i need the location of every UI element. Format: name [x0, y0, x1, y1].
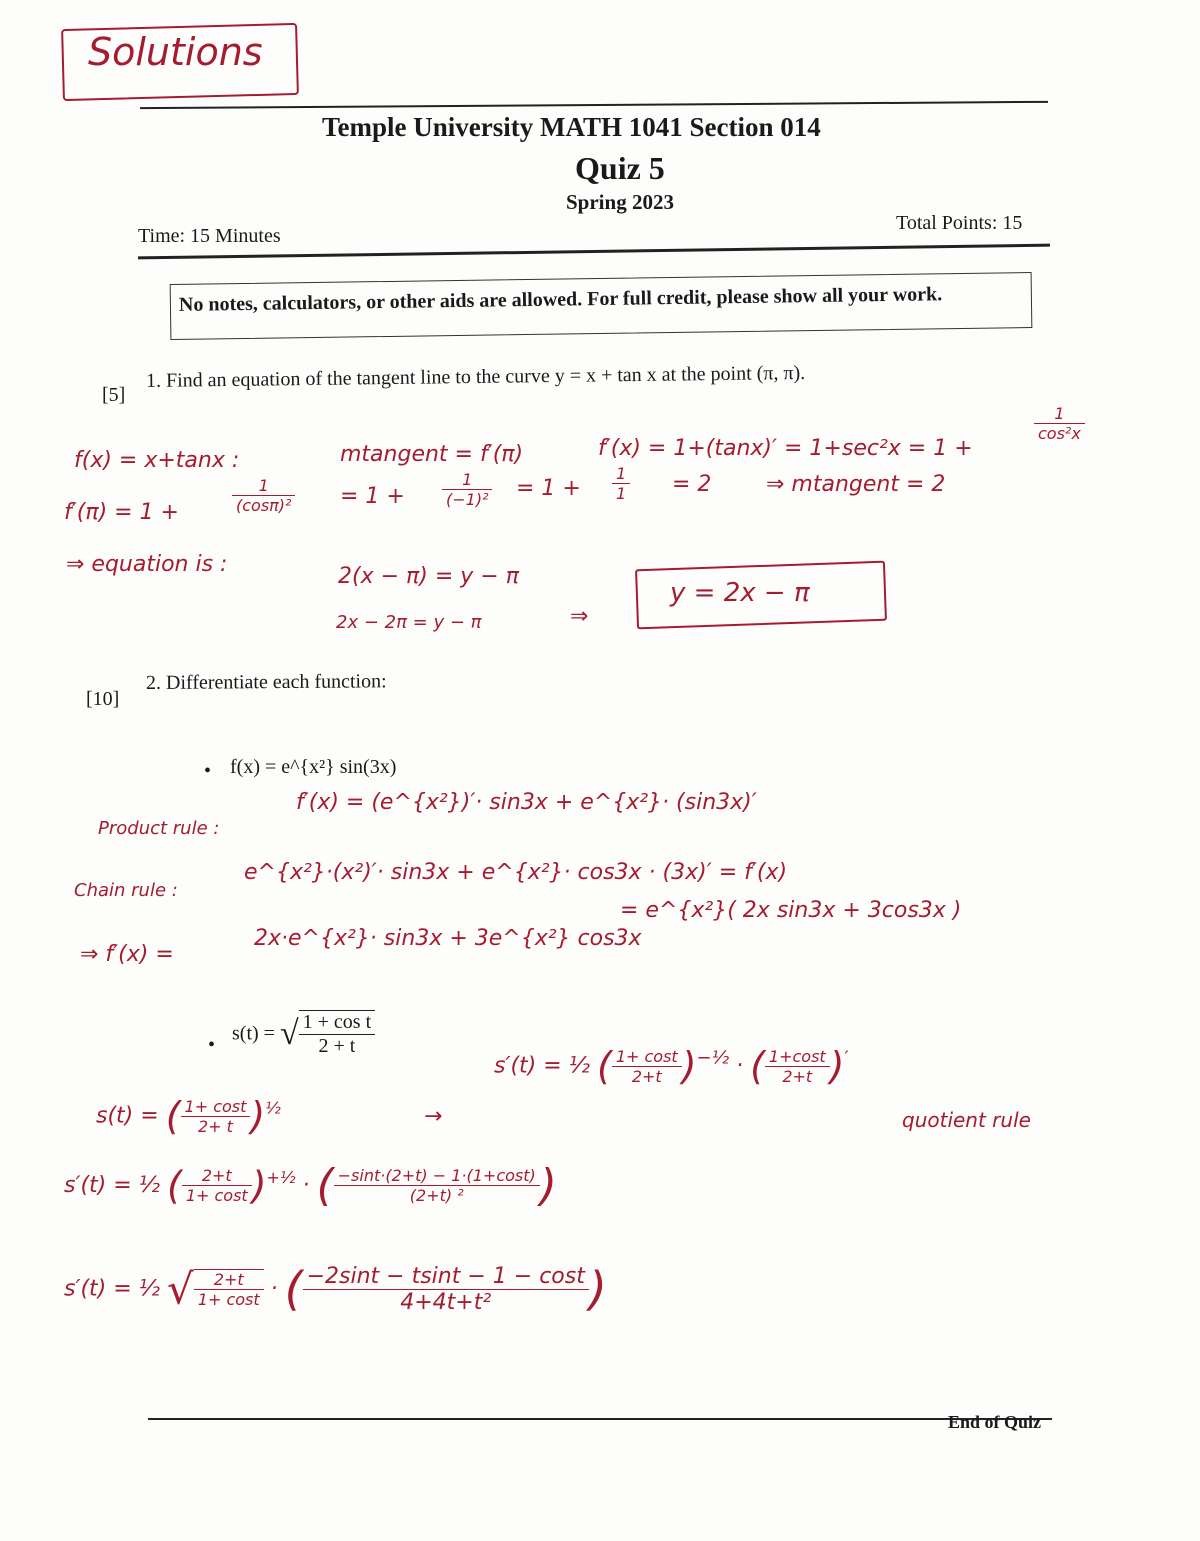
footer-rule: [148, 1418, 1052, 1420]
sqrt-sign: √: [279, 1015, 299, 1052]
instructions-box: No notes, calculators, or other aids are allowed. For full credit, please show all your work.: [170, 272, 1033, 340]
paren-open: (: [597, 1044, 612, 1088]
q2a-result-label: ⇒ f′(x) =: [80, 942, 174, 967]
frac-num: −2sint − tsint − 1 − cost: [303, 1264, 589, 1290]
q2b-sqrt: [280, 1010, 375, 1058]
solutions-label: Solutions: [88, 30, 263, 74]
q1-work-line2-frac3: [612, 464, 630, 503]
paren-open: (: [167, 1163, 182, 1208]
q2b-function: [232, 1010, 375, 1058]
university-title: Temple University MATH 1041 Section 014: [322, 112, 821, 142]
q2a-chain-work: e^{x²}·(x²)′· sin3x + e^{x²}· cos3x · (3x)′ = f′(x): [244, 860, 788, 885]
term-label: Spring 2023: [566, 190, 674, 214]
q1-work-line2-eq3: = 2: [672, 472, 712, 497]
frac-den: 2 + t: [318, 1035, 356, 1057]
q2a-function: f(x) = e^{x²} sin(3x): [230, 756, 397, 778]
q1-work-line3: 2(x − π) = y − π: [338, 564, 519, 589]
q1-work-derivative-frac: [1034, 404, 1085, 443]
paren-open: (: [165, 1094, 181, 1138]
q1-work-derivative: f′(x) = 1+(tanx)′ = 1+sec²x = 1 +: [598, 436, 973, 461]
q1-points: [5]: [102, 384, 126, 406]
q2a-bullet: •: [204, 760, 212, 782]
dot: ·: [270, 1276, 278, 1302]
frac-num: 1+ cost: [612, 1047, 682, 1067]
q1-work-line2-lhs: f′(π) = 1 +: [64, 500, 179, 525]
q1-work-equation-label: ⇒ equation is :: [66, 552, 228, 577]
q2b-quotient-label: quotient rule: [902, 1108, 1031, 1132]
frac-num: 1: [1034, 404, 1085, 424]
paren-close: ): [539, 1160, 557, 1211]
dot: ·: [302, 1173, 310, 1198]
frac-den: (cosπ)²: [236, 496, 292, 515]
q1-work-line2-result: ⇒ mtangent = 2: [766, 472, 946, 497]
q1-work-f: f(x) = x+tanx :: [74, 448, 240, 473]
paren-open: (: [284, 1262, 303, 1316]
frac-den: 1+ cost: [185, 1186, 248, 1205]
q2b-function-lhs: s(t) =: [232, 1022, 275, 1045]
paren-close: ): [251, 1163, 267, 1208]
step-lhs: s′(t) = ½: [64, 1173, 160, 1198]
frac-num: 1 + cos t: [299, 1011, 376, 1035]
frac-num: 1: [442, 470, 492, 490]
frac-den: 4+4t+t²: [400, 1289, 492, 1315]
q2a-result-work: 2x·e^{x²}· sin3x + 3e^{x²} cos3x: [254, 926, 642, 951]
frac-den: (−1)²: [446, 490, 489, 509]
q1-prompt: 1. Find an equation of the tangent line to the curve y = x + tan x at the point (π, π).: [145, 361, 806, 392]
sqrt-sign: √: [167, 1264, 194, 1314]
q1-work-line2-eq2: = 1 +: [516, 476, 581, 501]
frac-den: 1: [616, 484, 627, 503]
q1-work-line2-frac2: [442, 470, 492, 509]
q2b-step2: [494, 1044, 849, 1088]
frac-num: 2+t: [194, 1270, 264, 1290]
frac-num: −sint·(2+t) − 1·(1+cost): [334, 1166, 540, 1186]
quiz-title: Quiz 5: [575, 150, 665, 186]
paren-close: ): [681, 1044, 697, 1088]
time-label: Time: 15 Minutes: [138, 225, 281, 247]
step-lhs: s′(t) = ½: [494, 1053, 590, 1079]
frac-num: 1: [232, 476, 295, 496]
frac-den: (2+t) ²: [409, 1186, 464, 1205]
frac-num: 1: [612, 464, 630, 484]
paren-close: ): [588, 1262, 607, 1316]
q1-answer: y = 2x − π: [670, 578, 810, 608]
frac-num: 1+ cost: [181, 1097, 251, 1117]
q2b-step1-arrow: →: [424, 1104, 443, 1129]
end-of-quiz-label: End of Quiz: [948, 1412, 1042, 1432]
frac-num: 2+t: [182, 1166, 252, 1186]
q1-work-line4: 2x − 2π = y − π: [336, 612, 482, 633]
q2b-step4: [64, 1262, 607, 1316]
q2-points: [10]: [86, 688, 120, 710]
q2a-product-label: Product rule :: [98, 818, 220, 839]
q2-prompt: 2. Differentiate each function:: [145, 670, 387, 694]
total-points-label: Total Points: 15: [896, 212, 1023, 234]
q2a-result-final: = e^{x²}( 2x sin3x + 3cos3x ): [620, 898, 962, 923]
frac-den: 2+t: [631, 1066, 662, 1086]
top-rule: [140, 101, 1048, 109]
q2b-step1: [96, 1094, 281, 1138]
frac-den: 2+t: [782, 1066, 813, 1086]
step-exponent: +½: [266, 1168, 296, 1188]
frac-den: cos²x: [1038, 424, 1081, 443]
frac-num: 1+cost: [765, 1047, 830, 1067]
paren-close: ): [250, 1094, 266, 1138]
paren-open: (: [750, 1044, 765, 1088]
frac-den: 2+ t: [197, 1116, 233, 1136]
q1-work-m: mtangent = f′(π): [340, 442, 524, 467]
q1-work-arrow: ⇒: [570, 604, 589, 629]
q2a-chain-label: Chain rule :: [74, 880, 178, 901]
prime: ′: [844, 1047, 849, 1069]
step-exponent: ½: [265, 1098, 281, 1118]
frac-den: 1+ cost: [197, 1290, 260, 1309]
step-lhs: s(t) =: [96, 1103, 159, 1129]
step-exponent: −½: [696, 1047, 730, 1069]
q2b-bullet: •: [208, 1034, 216, 1056]
paren-open: (: [316, 1160, 334, 1211]
q1-work-line2-frac1: [232, 476, 295, 515]
q2a-product-work: f′(x) = (e^{x²})′· sin3x + e^{x²}· (sin3x)′: [296, 790, 757, 815]
dot: ·: [736, 1053, 744, 1079]
q2b-step3: [64, 1160, 557, 1211]
q1-work-line2-eq1: = 1 +: [340, 484, 405, 509]
step-lhs: s′(t) = ½: [64, 1276, 160, 1302]
paren-close: ): [829, 1044, 845, 1088]
